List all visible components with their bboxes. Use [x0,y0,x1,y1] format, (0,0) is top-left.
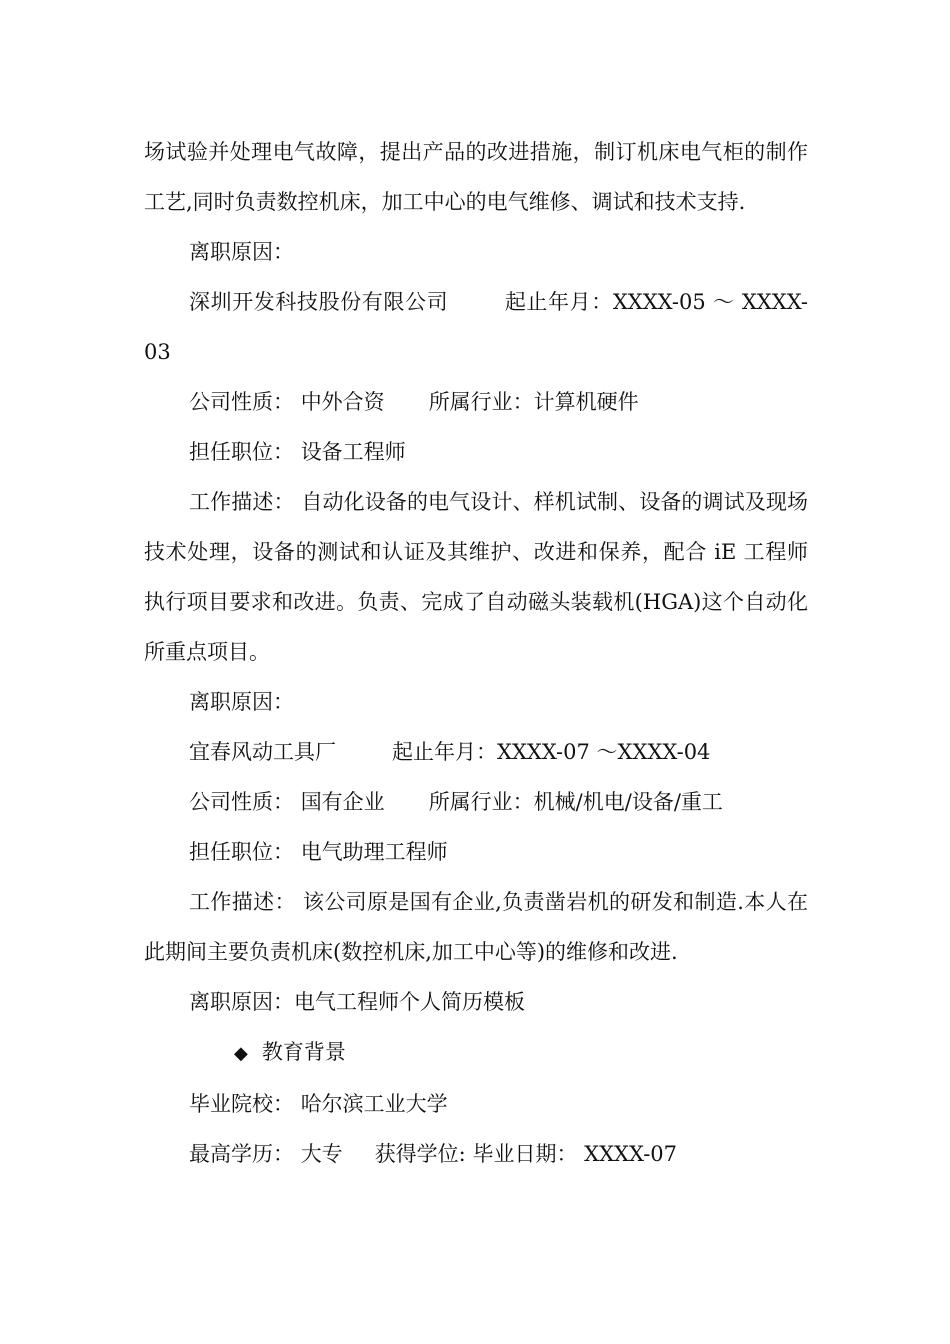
job1-leave-reason: 离职原因： [189,240,294,264]
job3-company: 宜春风动工具厂 [189,740,336,764]
education-heading: 教育背景 [261,1040,346,1064]
job3-position-label: 担任职位： [189,840,294,864]
job2-industry: 所属行业：计算机硬件 [428,390,639,414]
job2-position-label: 担任职位： [189,440,294,464]
job2-company: 深圳开发科技股份有限公司 [189,290,449,314]
school-label: 毕业院校： [189,1092,294,1116]
degree-label: 最高学历： [189,1142,294,1166]
job2-position-value: 设备工程师 [300,440,406,464]
job3-leave-reason: 离职原因：电气工程师个人简历模板 [189,990,525,1014]
education-heading-row [144,1027,808,1079]
award-label: 获得学位: [374,1142,466,1166]
education-degree [144,1129,808,1179]
resume-body [144,127,808,1179]
job3-industry: 所属行业：机械/机电/设备/重工 [428,790,723,814]
job2-period: 起止年月：XXXX-05 ～ XXXX-03 [144,290,808,364]
job3-desc-label: 工作描述： [189,890,296,914]
job3-period: 起止年月：XXXX-07 ～XXXX-04 [392,740,711,764]
job2-nature-value: 中外合资 [300,390,385,414]
job2-leave-reason: 离职原因： [189,690,294,714]
job3-position-value: 电气助理工程师 [300,840,448,864]
job2-description [144,477,808,677]
job2-desc-label: 工作描述： [189,490,295,514]
job3-nature-label: 公司性质： [189,790,294,814]
school-value: 哈尔滨工业大学 [300,1092,448,1116]
job3-nature-value: 国有企业 [300,790,385,814]
job2-desc-value: 自动化设备的电气设计、样机试制、设备的调试及现场技术处理，设备的测试和认证及其维护、改进和保养，配合 iE 工程师执行项目要求和改进。负责、完成了自动磁头装载机(HGA)这个自动化所重点项目。 [144,490,809,664]
job3-position [144,827,808,877]
job3-company-info [144,777,808,827]
job3-description [144,877,808,977]
job2-position [144,427,808,477]
grad-value: XXXX-07 [584,1142,678,1166]
job2-company-info [144,377,808,427]
grad-label: 毕业日期： [472,1142,578,1166]
job2-header [144,277,808,377]
job1-description-continued: 场试验并处理电气故障，提出产品的改进措施，制订机床电气柜的制作工艺,同时负责数控机床，加工中心的电气维修、调试和技术支持. [144,140,808,214]
job3-header [144,727,808,777]
degree-value: 大专 [300,1142,343,1166]
diamond-bullet-icon: ◆ [234,1043,248,1064]
job2-nature-label: 公司性质： [189,390,294,414]
education-school [144,1079,808,1129]
job3-desc-value: 该公司原是国有企业,负责凿岩机的研发和制造.本人在此期间主要负责机床(数控机床,加工中心等)的维修和改进. [144,890,808,964]
